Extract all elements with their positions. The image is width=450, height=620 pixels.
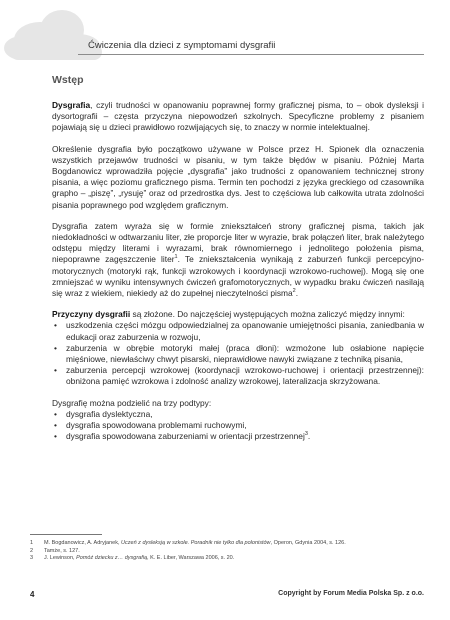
footnote-ref-3: 3: [304, 431, 308, 438]
footnote-title: Uczeń z dysleksją w szkole. Poradnik nie tylko dla polonistów: [121, 540, 271, 546]
paragraph-4: [52, 309, 424, 320]
paragraph-3-text-a: Dysgrafia zatem wyraża się w formie zniekształceń strony graficznej pisma, takich jak niedokładności w odtwarzaniu liter, złe proporcje liter w wyrazie, brak połączeń liter, brak należytego odstępu między literami i wyrazami, brak równomiernego i jednolitego położenia pisma, niepoprawne zagęszczenie liter: [52, 220, 424, 265]
list-item: [64, 420, 424, 431]
paragraph-3-text-c: .: [295, 288, 299, 299]
list-item: • zaburzenia percepcji wzrokowej (koordynacji wzrokowo-ruchowej i orientacji przestrzennej): obniżona pamięć wzrokowa i zdolność analizy wzrokowej, lateralizacja skrzyżowana.: [64, 365, 424, 387]
header-rule: [78, 54, 424, 55]
type-tail: .: [307, 431, 311, 442]
list-item: • uszkodzenia części mózgu odpowiedzialnej za opanowanie umiejętności pisania, zaniedbania w edukacji oraz zaburzenia w rozwoju,: [64, 320, 424, 342]
causes-list: [52, 320, 424, 387]
type-text: dysgrafia dyslektyczna,: [66, 408, 153, 419]
paragraph-1: [52, 100, 424, 134]
footnote-text: M. Bogdanowicz, A. Adryjanek,: [44, 540, 122, 546]
footnote-text: J. Lewinson,: [44, 555, 77, 562]
type-text: dysgrafia spowodowana problemami ruchowymi,: [66, 420, 247, 431]
page-number: 4: [30, 590, 35, 599]
footnote-rule: [30, 534, 102, 535]
paragraph-4-text: są złożone. Do najczęściej występujących można zaliczyć między innymi:: [130, 309, 405, 320]
section-title: Wstęp: [52, 74, 84, 86]
term-dysgrafia: Dysgrafia: [52, 100, 91, 110]
copyright-notice: Copyright by Forum Media Polska Sp. z o.o.: [278, 590, 424, 597]
paragraph-5: Dysgrafię można podzielić na trzy podtypy:: [52, 397, 212, 408]
list-item: [64, 431, 424, 442]
type-text: dysgrafia spowodowana zaburzeniami w orientacji przestrzennej: [66, 431, 305, 442]
paragraph-3: [52, 221, 424, 299]
footnote-text: , K. E. Liber, Warszawa 2006, s. 20.: [147, 555, 235, 562]
types-list: [52, 409, 424, 443]
list-item: • zaburzenia w obrębie motoryki małej (praca dłoni): wzmożone lub osłabione napięcie mięśniowe, niewłaściwy chwyt pisarski, nieprawidłowe nawyki związane z techniką pisania,: [64, 343, 424, 365]
running-header: Ćwiczenia dla dzieci z symptomami dysgrafii: [88, 40, 276, 51]
footnote-text: , Operon, Gdynia 2004, s. 126.: [270, 540, 346, 546]
footnote-ref-2: 2: [292, 288, 296, 295]
footnote-text: Tamże, s. 127.: [44, 547, 80, 554]
footnote-ref-1: 1: [174, 254, 178, 261]
footnote-title: Pomóż dziecku z… dysgrafią: [76, 555, 148, 562]
footnote-number: 1: [30, 540, 34, 546]
cloud-decoration: [0, 0, 120, 70]
list-item: [64, 409, 424, 420]
paragraph-1-text: , czyli trudności w opanowaniu poprawnej formy graficznej pisma, to – obok dysleksji i dysortografii – częsta przyczyna niepowodzeń szkolnych. Specyficzne problemy z pisaniem pojawiają się u dzieci prawidłowo rozwijających się, to znaczy w normie intelektualnej.: [52, 100, 424, 133]
footnote-number: 3: [30, 555, 34, 562]
footnotes: [30, 540, 424, 563]
footnote-number: 2: [30, 547, 34, 554]
footnote: [30, 548, 424, 556]
footnote: [30, 555, 424, 563]
paragraph-3-text-b: . Te zniekształcenia wynikają z zaburzeń funkcji percepcyjno-motorycznych (motoryki rąk, funkcji wzrokowych i koordynacji wzrokowo-ruchowej). Mogą się one zmniejszać w wyniku intensywnych ćwiczeń grafomotorycznych, w wypadku braku ćwiczeń nasilają się wraz z wiekiem, niekiedy aż do zupełnej nieczytelności pisma: [52, 254, 424, 299]
term-przyczyny: Przyczyny dysgrafii: [52, 309, 131, 320]
footnote: [30, 540, 424, 548]
paragraph-2: Określenie dysgrafia było początkowo używane w Polsce przez H. Spionek dla oznaczenia wszystkich przejawów trudności w pisaniu, w tym także błędów w pisaniu. Później Marta Bogdanowicz wprowadziła pojęcie „dysgrafia” jako trudności z opanowaniem technicznej strony pisania, a więc poziomu graficznego pisma. Termin ten pochodzi z języka greckiego od czasownika grapho – „piszę”, „rysuję” oraz od przedrostka dys. Jest to częściowa lub całkowita utrata zdolności pisania poprawnego pod względem graficznym.: [52, 143, 424, 210]
main-text: [52, 100, 424, 452]
